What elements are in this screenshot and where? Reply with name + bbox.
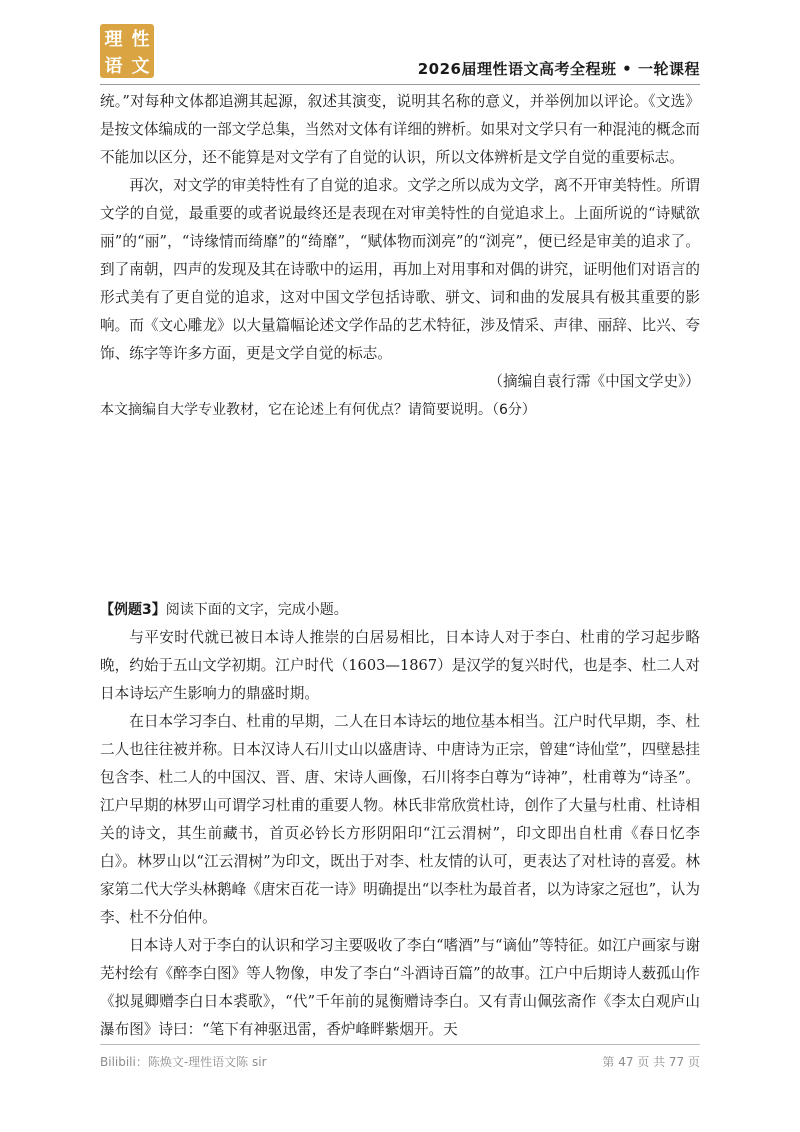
source-citation: （摘编自袁行霈《中国文学史》）: [488, 373, 700, 390]
page-header-title: 2026届理性语文高考全程班 • 一轮课程: [417, 60, 700, 78]
logo-char: 理: [104, 28, 123, 50]
example-three: [100, 596, 700, 1044]
footer-credit: Bilibili：陈焕文-理性语文陈 sir: [100, 1055, 267, 1069]
page-number: 第 47 页 共 77 页: [602, 1055, 700, 1069]
passage-one: [100, 88, 700, 424]
footer-divider: [100, 1044, 700, 1045]
logo-char: 性: [131, 28, 150, 50]
example-heading: [100, 596, 700, 624]
example-instruction: 阅读下面的文字，完成小题。: [165, 602, 348, 618]
logo-char: 语: [104, 55, 123, 77]
paragraph: 统。”对每种文体都追溯其起源，叙述其演变，说明其名称的意义，并举例加以评论。《文选》是按文体编成的一部文学总集，当然对文体有详细的辨析。如果对文学只有一种混沌的概念而不能加以区分，还不能算是对文学有了自觉的认识，所以文体辨析是文学自觉的重要标志。: [100, 93, 700, 166]
logo-char: 文: [131, 55, 150, 77]
header-divider: [100, 84, 700, 85]
brand-logo: [100, 24, 154, 78]
paragraph: 再次，对文学的审美特性有了自觉的追求。文学之所以成为文学，离不开审美特性。所谓文学的自觉，最重要的或者说最终还是表现在对审美特性的自觉追求上。上面所说的“诗赋欲丽”的“丽”，“诗缘情而绮靡”的“绮靡”，“赋体物而浏亮”的“浏亮”，便已经是审美的追求了。到了南朝，四声的发现及其在诗歌中的运用，再加上对用事和对偶的讲究，证明他们对语言的形式美有了更自觉的追求，这对中国文学包括诗歌、骈文、词和曲的发展具有极其重要的影响。而《文心雕龙》以大量篇幅论述文学作品的艺术特征，涉及情采、声律、丽辞、比兴、夸饰、练字等许多方面，更是文学自觉的标志。: [100, 177, 700, 362]
paragraph: 与平安时代就已被日本诗人推崇的白居易相比，日本诗人对于李白、杜甫的学习起步略晚，约始于五山文学初期。江户时代（1603—1867）是汉学的复兴时代，也是李、杜二人对日本诗坛产生影响力的鼎盛时期。: [100, 629, 700, 702]
paragraph: 在日本学习李白、杜甫的早期，二人在日本诗坛的地位基本相当。江户时代早期，李、杜二人也往往被并称。日本汉诗人石川丈山以盛唐诗、中唐诗为正宗，曾建“诗仙堂”，四壁悬挂包含李、杜二人的中国汉、晋、唐、宋诗人画像，石川将李白尊为“诗神”，杜甫尊为“诗圣”。江户早期的林罗山可谓学习杜甫的重要人物。林氏非常欣赏杜诗，创作了大量与杜甫、杜诗相关的诗文，其生前藏书，首页必钤长方形阴阳印“江云渭树”，印文即出自杜甫《春日忆李白》。林罗山以“江云渭树”为印文，既出于对李、杜友情的认可，更表达了对杜诗的喜爱。林家第二代大学头林鹅峰《唐宋百花一诗》明确提出“以李杜为最首者，以为诗家之冠也”，认为李、杜不分伯仲。: [100, 713, 700, 926]
paragraph: 日本诗人对于李白的认识和学习主要吸收了李白“嗜酒”与“谪仙”等特征。如江户画家与谢芜村绘有《醉李白图》等人物像，申发了李白“斗酒诗百篇”的故事。江户中后期诗人薮孤山作《拟晁卿赠李白日本裘歌》，“代”千年前的晁衡赠诗李白。又有青山佩弦斋作《李太白观庐山瀑布图》诗曰：“笔下有神驱迅雷，香炉峰畔紫烟开。天: [100, 937, 700, 1038]
question-text: 本文摘编自大学专业教材，它在论述上有何优点？请简要说明。（6分）: [100, 402, 536, 418]
example-label: 【例题3】: [100, 602, 166, 618]
